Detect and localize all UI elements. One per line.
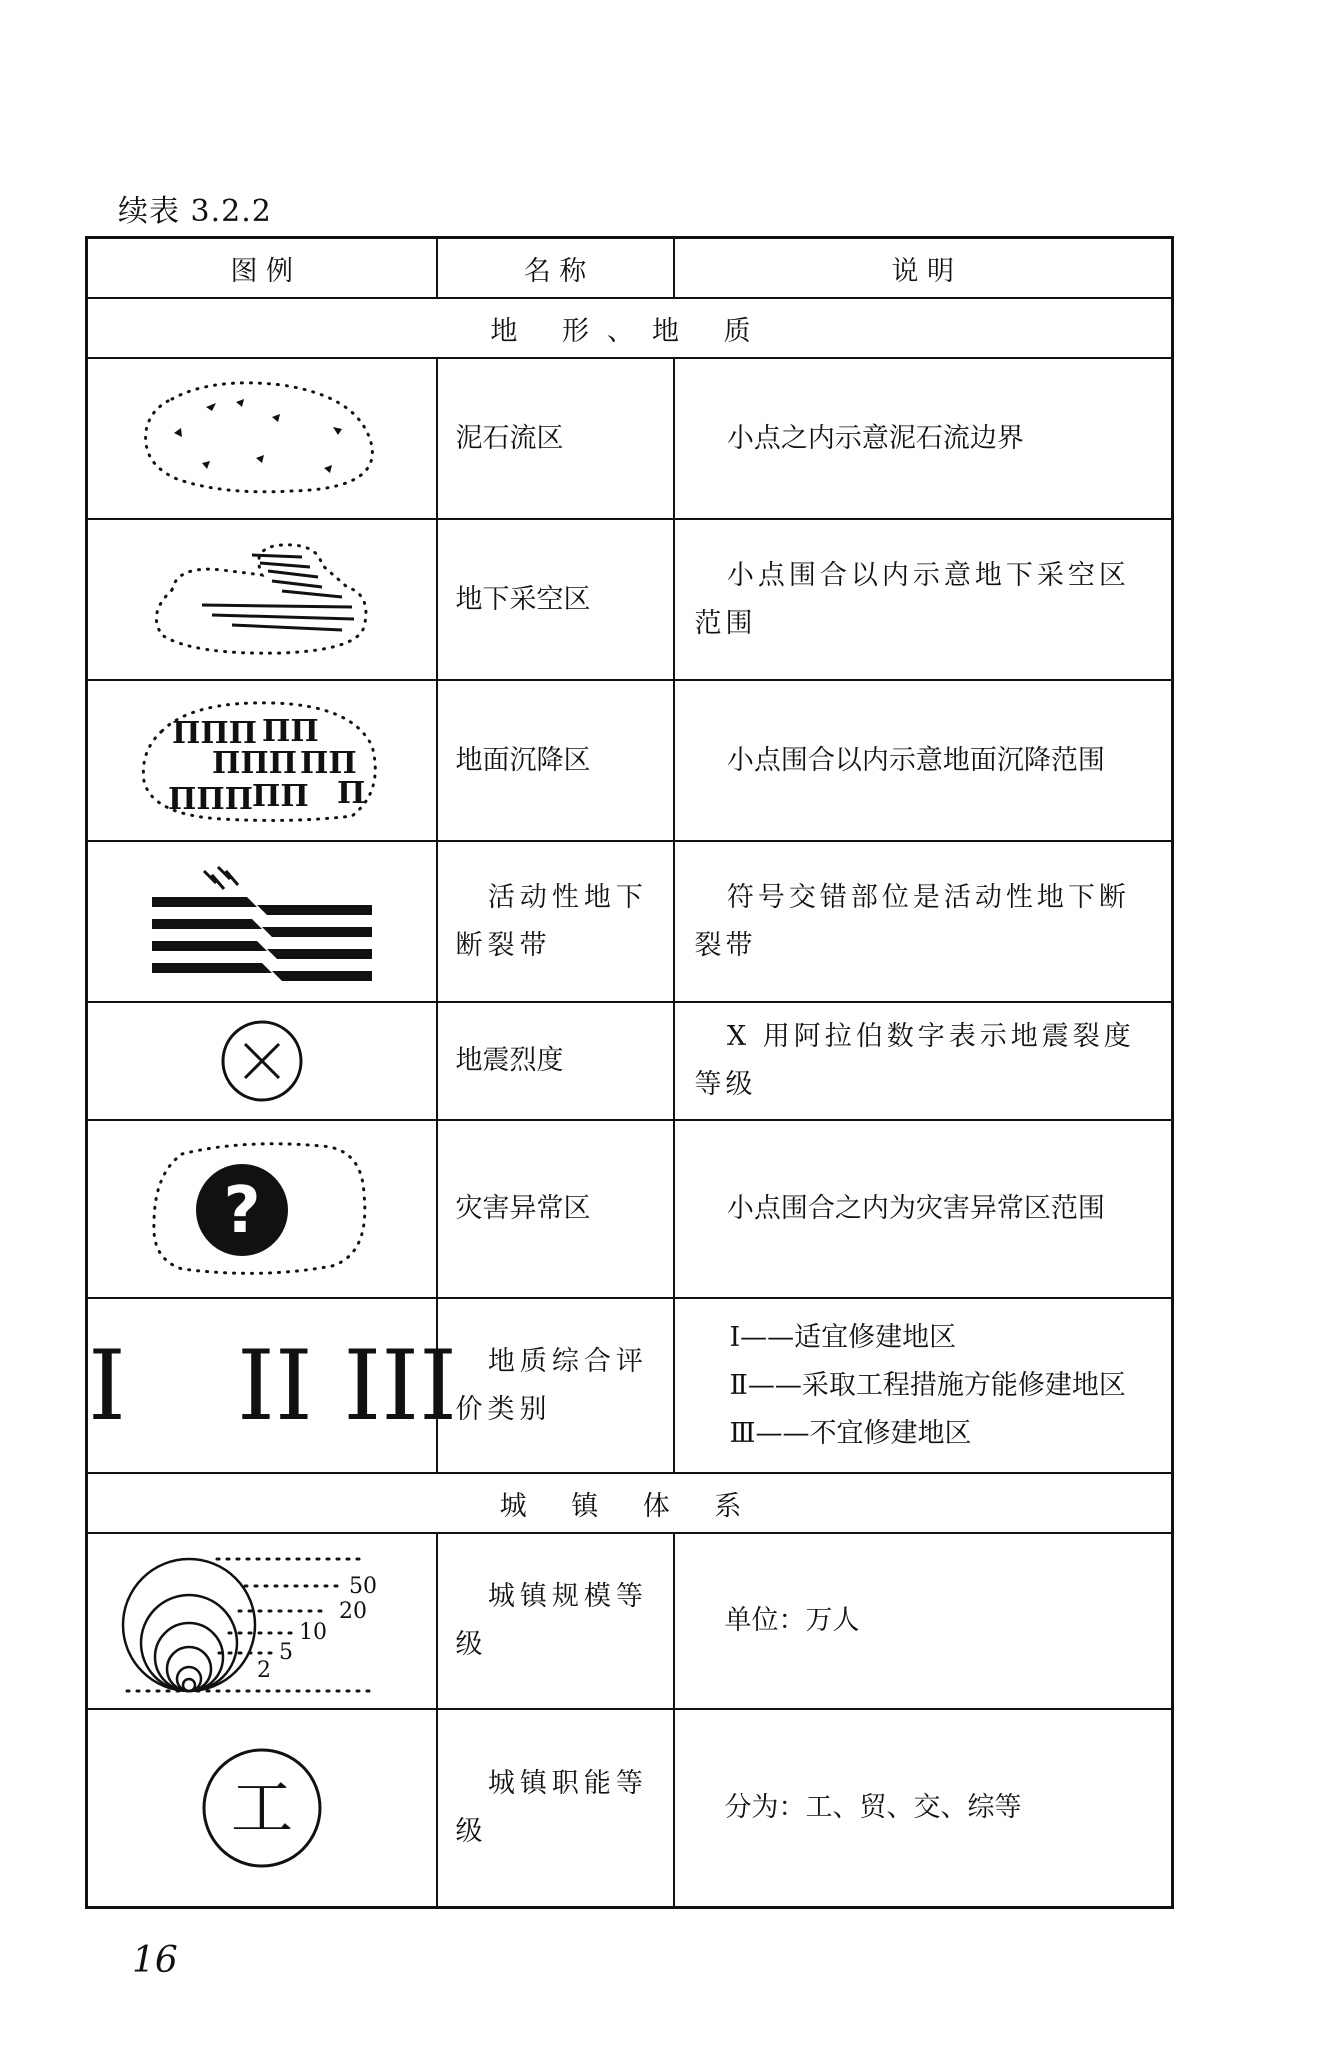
svg-text:ΠΠ: ΠΠ — [299, 745, 357, 781]
legend-description: 符号交错部位是活动性地下断裂带 — [674, 841, 1173, 1002]
table-row — [87, 519, 1173, 680]
section-title: 城 镇 体 系 — [87, 1473, 1173, 1533]
section-row-town-system — [87, 1473, 1173, 1533]
seismic-intensity-symbol — [87, 1002, 437, 1120]
legend-name: 活动性地下断裂带 — [437, 841, 674, 1002]
legend-name: 地震烈度 — [437, 1002, 674, 1120]
table-row — [87, 680, 1173, 841]
legend-name: 城镇规模等级 — [437, 1533, 674, 1709]
svg-text:ΠΠ: ΠΠ — [261, 713, 319, 749]
table-row — [87, 1002, 1173, 1120]
town-scale-symbol — [87, 1533, 437, 1709]
subsidence-symbol — [87, 680, 437, 841]
scale-label: 10 — [298, 1620, 327, 1645]
town-function-symbol — [87, 1709, 437, 1907]
scale-label: 2 — [256, 1658, 271, 1683]
svg-text:ΠΠΠ: ΠΠΠ — [211, 745, 297, 781]
header-legend: 图 例 — [87, 238, 437, 299]
rating-symbol-3: III — [343, 1329, 458, 1442]
legend-description: X 用阿拉伯数字表示地震裂度等级 — [674, 1002, 1173, 1120]
svg-text:ΠΠΠ: ΠΠΠ — [171, 715, 257, 751]
legend-description: 单位：万人 — [674, 1533, 1173, 1709]
legend-name: 地下采空区 — [437, 519, 674, 680]
scale-label: 20 — [338, 1599, 367, 1624]
table-row — [87, 358, 1173, 519]
table-row — [87, 1298, 1173, 1473]
header-description: 说 明 — [674, 238, 1173, 299]
table-header-row — [87, 238, 1173, 299]
legend-description: 小点围合以内示意地下采空区范围 — [674, 519, 1173, 680]
table-row — [87, 1533, 1173, 1709]
active-fault-symbol — [87, 841, 437, 1002]
svg-text:Π: Π — [336, 775, 366, 811]
legend-description: 小点围合之内为灾害异常区范围 — [674, 1120, 1173, 1298]
hazard-anomaly-symbol — [87, 1120, 437, 1298]
scale-label: 5 — [278, 1640, 293, 1665]
rating-symbol-1: I — [88, 1329, 126, 1442]
page-number: 16 — [132, 1940, 178, 1981]
goaf-symbol — [87, 519, 437, 680]
legend-name: 泥石流区 — [437, 358, 674, 519]
legend-description: 小点围合以内示意地面沉降范围 — [674, 680, 1173, 841]
legend-description — [674, 1298, 1173, 1473]
table-row — [87, 1120, 1173, 1298]
table-caption: 续表 3.2.2 — [118, 194, 272, 229]
rating-symbol-2: II — [236, 1329, 313, 1442]
rating-desc-2: Ⅱ——采取工程措施方能修建地区 — [729, 1369, 1126, 1401]
mudflow-symbol — [87, 358, 437, 519]
scale-label: 50 — [348, 1574, 377, 1599]
header-name: 名 称 — [437, 238, 674, 299]
svg-text:ΠΠΠ: ΠΠΠ — [167, 781, 253, 817]
legend-table — [85, 236, 1174, 1909]
table-row — [87, 841, 1173, 1002]
svg-text:?: ? — [223, 1174, 261, 1248]
legend-name: 地质综合评价类别 — [437, 1298, 674, 1473]
svg-text:ΠΠ: ΠΠ — [251, 778, 309, 814]
rating-desc-1: Ⅰ——适宜修建地区 — [729, 1321, 957, 1353]
legend-description: 分为：工、贸、交、综等 — [674, 1709, 1173, 1907]
legend-description: 小点之内示意泥石流边界 — [674, 358, 1173, 519]
legend-name: 地面沉降区 — [437, 680, 674, 841]
section-row-terrain-geology — [87, 298, 1173, 358]
legend-name: 灾害异常区 — [437, 1120, 674, 1298]
rating-desc-3: Ⅲ——不宜修建地区 — [729, 1417, 972, 1449]
function-glyph: 工 — [230, 1770, 293, 1844]
geology-rating-symbol — [87, 1298, 458, 1473]
table-row — [87, 1709, 1173, 1907]
section-title: 地 形、地 质 — [87, 298, 1173, 358]
legend-name: 城镇职能等级 — [437, 1709, 674, 1907]
